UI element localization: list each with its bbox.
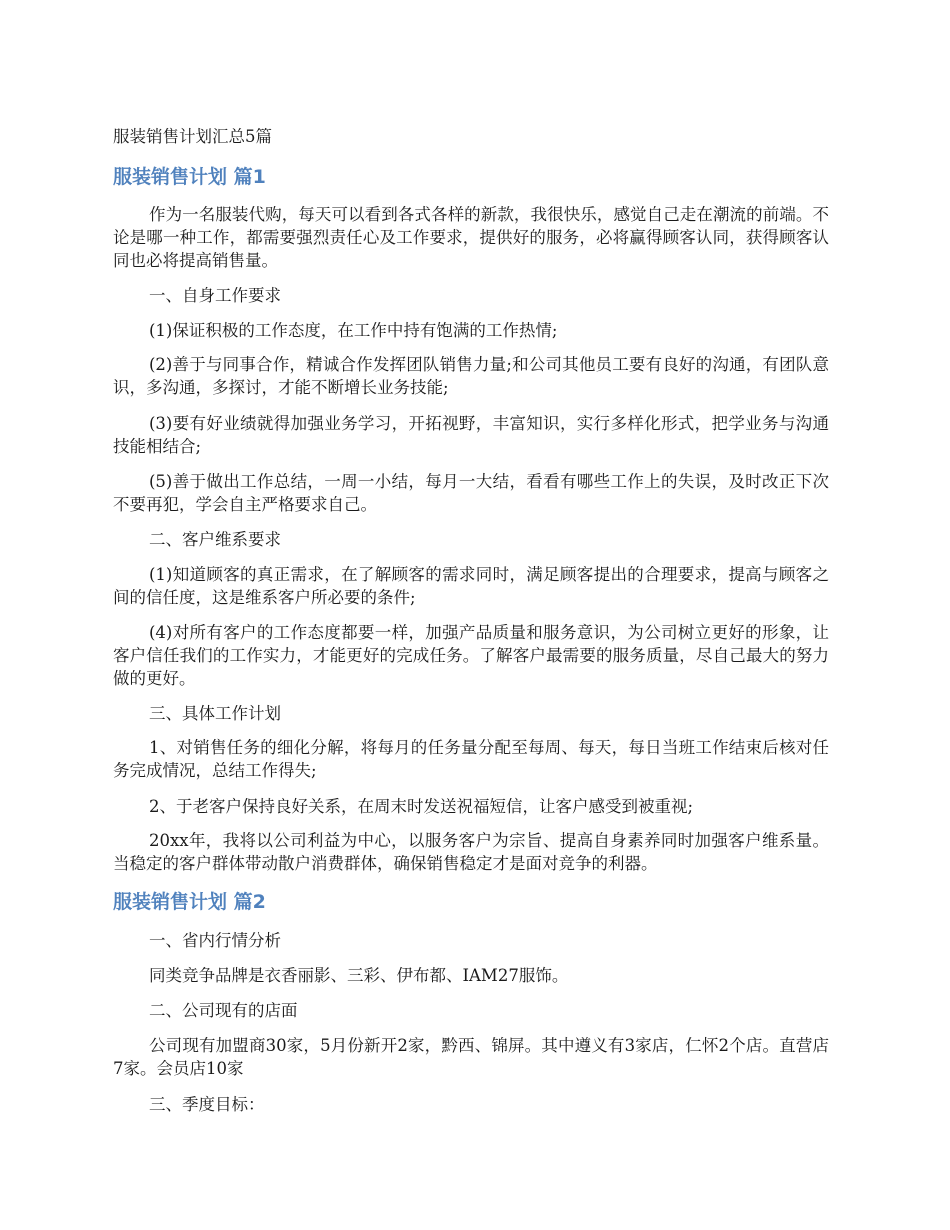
- subheading-work-plan: 三、具体工作计划: [149, 704, 281, 723]
- paragraph: 同类竞争品牌是衣香丽影、三彩、伊布都、IAM27服饰。: [149, 966, 569, 985]
- section-heading-2: 服装销售计划 篇2: [113, 891, 266, 913]
- paragraph: (4)对所有客户的工作态度都要一样，加强产品质量和服务意识，为公司树立更好的形象，让客户信任我们的工作实力，才能更好的完成任务。了解客户最需要的服务质量，尽自己最大的努力做的更好。: [113, 623, 829, 688]
- paragraph: (5)善于做出工作总结，一周一小结，每月一大结，看看有哪些工作上的失误，及时改正下次不要再犯，学会自主严格要求自己。: [113, 472, 829, 514]
- subheading-customer-maintenance: 二、客户维系要求: [149, 530, 281, 549]
- paragraph: (3)要有好业绩就得加强业务学习，开拓视野，丰富知识，实行多样化形式，把学业务与沟通技能相结合;: [113, 414, 829, 456]
- subheading-quarterly-targets: 三、季度目标：: [149, 1095, 265, 1114]
- paragraph: 2、于老客户保持良好关系，在周末时发送祝福短信，让客户感受到被重视;: [149, 797, 694, 816]
- paragraph: 20xx年，我将以公司利益为中心，以服务客户为宗旨、提高自身素养同时加强客户维系量。当稳定的客户群体带动散户消费群体，确保销售稳定才是面对竞争的利器。: [113, 831, 829, 873]
- subheading-market-analysis: 一、省内行情分析: [149, 931, 281, 950]
- paragraph: 公司现有加盟商30家，5月份新开2家，黔西、锦屏。其中遵义有3家店，仁怀2个店。直营店7家。会员店10家: [113, 1036, 829, 1078]
- paragraph: 1、对销售任务的细化分解，将每月的任务量分配至每周、每天，每日当班工作结束后核对任务完成情况，总结工作得失;: [113, 738, 829, 780]
- subheading-existing-stores: 二、公司现有的店面: [149, 1001, 298, 1020]
- paragraph: (1)保证积极的工作态度，在工作中持有饱满的工作热情;: [149, 321, 558, 340]
- paragraph: (2)善于与同事合作，精诚合作发挥团队销售力量;和公司其他员工要有良好的沟通，有团队意识，多沟通，多探讨，才能不断增长业务技能;: [113, 355, 829, 397]
- paragraph: (1)知道顾客的真正需求，在了解顾客的需求同时，满足顾客提出的合理要求，提高与顾客之间的信任度，这是维系客户所必要的条件;: [113, 565, 829, 607]
- subheading-self-requirements: 一、自身工作要求: [149, 286, 281, 305]
- document-title: 服装销售计划汇总5篇: [113, 127, 272, 146]
- paragraph: 作为一名服装代购，每天可以看到各式各样的新款，我很快乐，感觉自己走在潮流的前端。不论是哪一种工作，都需要强烈责任心及工作要求，提供好的服务，必将赢得顾客认同，获得顾客认同也必将提高销售量。: [113, 205, 829, 270]
- section-heading-1: 服装销售计划 篇1: [113, 166, 266, 188]
